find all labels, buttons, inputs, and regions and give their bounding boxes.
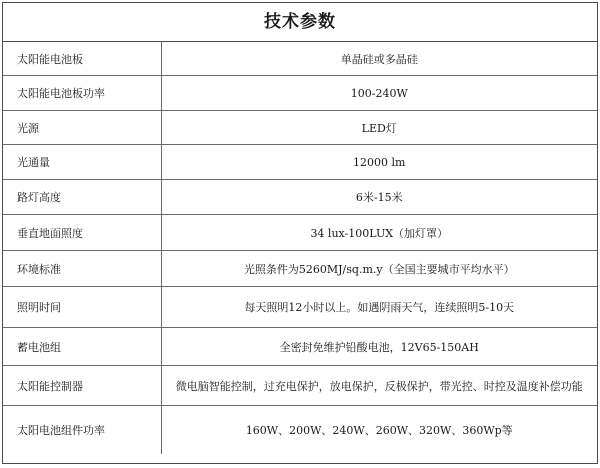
row-value: 100-240W <box>161 76 597 111</box>
table-row <box>3 406 597 455</box>
table-row <box>3 251 597 287</box>
row-label: 照明时间 <box>3 287 161 328</box>
row-label: 路灯高度 <box>3 180 161 215</box>
table-row <box>3 111 597 145</box>
row-value: 全密封免维护铅酸电池，12V65-150AH <box>161 328 597 366</box>
row-label: 太阳能电池板功率 <box>3 76 161 111</box>
spec-sheet <box>2 2 598 464</box>
row-label: 光源 <box>3 111 161 145</box>
table-row <box>3 76 597 111</box>
row-label: 光通量 <box>3 145 161 180</box>
row-value: LED灯 <box>161 111 597 145</box>
row-value: 光照条件为5260MJ/sq.m.y（全国主要城市平均水平） <box>161 251 597 287</box>
row-label: 蓄电池组 <box>3 328 161 366</box>
page-title: 技术参数 <box>3 3 597 42</box>
table-row <box>3 180 597 215</box>
row-label: 太阳能电池板 <box>3 42 161 76</box>
table-row <box>3 145 597 180</box>
row-label: 太阳能控制器 <box>3 366 161 406</box>
table-row <box>3 42 597 76</box>
row-label: 环境标准 <box>3 251 161 287</box>
row-value: 每天照明12小时以上。如遇阴雨天气，连续照明5-10天 <box>161 287 597 328</box>
table-row <box>3 328 597 366</box>
row-value: 12000 lm <box>161 145 597 180</box>
row-value: 微电脑智能控制，过充电保护，放电保护，反极保护，带光控、时控及温度补偿功能 <box>161 366 597 406</box>
row-label: 垂直地面照度 <box>3 215 161 251</box>
spec-table <box>3 42 597 454</box>
row-label: 太阳电池组件功率 <box>3 406 161 455</box>
table-row <box>3 215 597 251</box>
table-row <box>3 366 597 406</box>
row-value: 160W、200W、240W、260W、320W、360Wp等 <box>245 424 513 437</box>
row-value: 6米-15米 <box>161 180 597 215</box>
row-value: 单晶硅或多晶硅 <box>161 42 597 76</box>
table-row <box>3 287 597 328</box>
row-value: 34 lux-100LUX（加灯罩） <box>161 215 597 251</box>
